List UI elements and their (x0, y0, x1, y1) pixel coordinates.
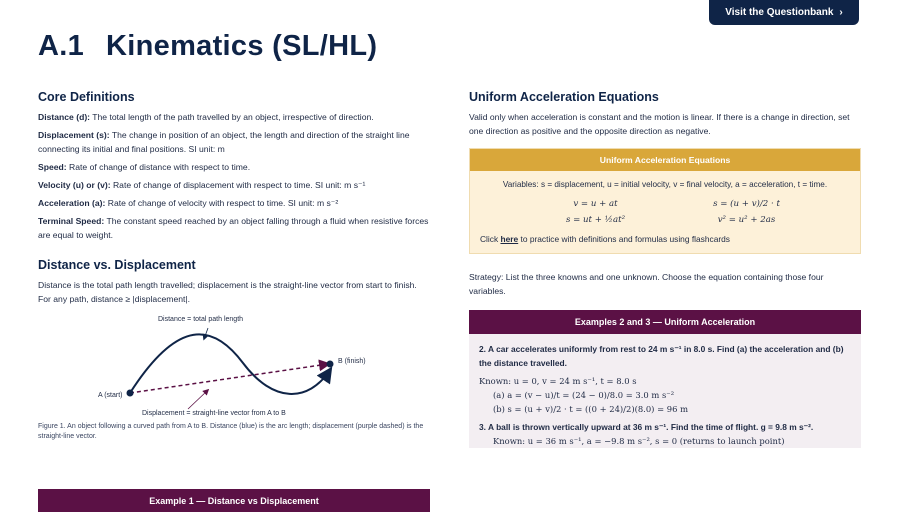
uniform-acceleration-box (469, 148, 861, 254)
equation-grid (520, 199, 822, 225)
definition-distance: Distance (d): The total length of the path travelled by an object, irrespective of direction. (38, 112, 374, 122)
visit-questionbank-button[interactable] (709, 0, 859, 25)
figure-label-distance: Distance = total path length (158, 316, 244, 323)
variables-list: Variables: s = displacement, u = initial velocity, v = final velocity, a = acceleration, t = time. (502, 180, 828, 189)
strategy-text: Strategy: List the three knowns and one unknown. Choose the equation containing those four variables. (469, 272, 824, 296)
figure-path-diagram (38, 318, 430, 418)
figure-label-displacement: Displacement = straight-line vector from A to B (142, 410, 286, 417)
flashcards-link[interactable]: here (500, 234, 519, 244)
example-1-header: Example 1 — Distance vs Displacement (38, 489, 430, 512)
questionbank-button-label: Visit the Questionbank (725, 7, 834, 18)
uniform-acceleration-box-title: Uniform Acceleration Equations (470, 149, 860, 171)
definition-speed: Speed: Rate of change of distance with respect to time. (38, 162, 251, 172)
figure-label-finish: B (finish) (338, 358, 366, 365)
equation-suvat-4: v² = u² + 2as (717, 215, 776, 225)
equation-suvat-3: s = ut + ½at² (565, 215, 626, 225)
figure-label-start: A (start) (98, 392, 123, 399)
examples-2-3-box (469, 310, 861, 448)
equation-suvat-2: s = (u + v)/2 · t (713, 199, 780, 209)
finish-point (327, 361, 334, 368)
displacement-vector (130, 364, 328, 393)
uniform-acceleration-intro: Valid only when acceleration is constant and the motion is linear. If there is a change in direction, set one direction as positive and the opposite direction as negative. (469, 112, 850, 136)
distance-label-pointer (204, 328, 208, 339)
problem-2-part-a: (a) a = (v − u)/t = (24 − 0)/8.0 = 3.0 m s⁻² (493, 390, 675, 400)
distance-vs-displacement-heading: Distance vs. Displacement (38, 258, 196, 272)
page-title (38, 30, 377, 63)
definition-velocity: Velocity (u) or (v): Rate of change of displacement with respect to time. SI unit: m s⁻¹ (38, 180, 366, 190)
displacement-label-pointer (188, 390, 208, 409)
distance-arc (130, 334, 330, 394)
uniform-acceleration-heading: Uniform Acceleration Equations (469, 90, 659, 104)
problem-2-known: Known: u = 0, v = 24 m s⁻¹, t = 8.0 s (479, 376, 637, 386)
problem-3-known: Known: u = 36 m s⁻¹, a = −9.8 m s⁻², s = 0 (returns to launch point) (493, 436, 785, 446)
definition-terminal-speed: Terminal Speed: The constant speed reached by an object falling through a fluid when resistive forces are equal to weight. (38, 216, 429, 240)
equation-suvat-1: v = u + at (573, 199, 618, 209)
definition-acceleration: Acceleration (a): Rate of change of velocity with respect to time. SI unit: m s⁻² (38, 198, 339, 208)
figure-caption: Figure 1. An object following a curved path from A to B. Distance (blue) is the arc length; displacement (purple dashed) is the straight-line vector. (38, 423, 424, 440)
right-column (469, 90, 861, 448)
examples-2-3-header: Examples 2 and 3 — Uniform Acceleration (469, 310, 861, 334)
start-point (127, 390, 134, 397)
left-column (38, 90, 430, 442)
problem-2: 2. A car accelerates uniformly from rest to 24 m s⁻¹ in 8.0 s. Find (a) the acceleration and (b) the distance travelled. (479, 344, 844, 368)
definition-displacement: Displacement (s): The change in position of an object, the length and direction of the straight line connecting its initial and final positions. SI unit: m (38, 130, 410, 154)
distance-vs-displacement-body: Distance is the total path length travelled; displacement is the straight-line vector from start to finish. For any path, distance ≥ |displacement|. (38, 280, 417, 304)
chevron-right-icon: › (839, 7, 843, 18)
title-number: A.1 (38, 30, 85, 62)
flashcards-cta: Click here to practice with definitions and formulas using flashcards (480, 234, 730, 244)
problem-3: 3. A ball is thrown vertically upward at 36 m s⁻¹. Find the time of flight. g = 9.8 m s⁻². (479, 422, 814, 432)
core-definitions-heading: Core Definitions (38, 90, 135, 104)
problem-2-part-b: (b) s = (u + v)/2 · t = ((0 + 24)/2)(8.0) = 96 m (493, 404, 689, 414)
title-text: Kinematics (SL/HL) (106, 30, 378, 62)
path-diagram-svg (38, 318, 430, 418)
